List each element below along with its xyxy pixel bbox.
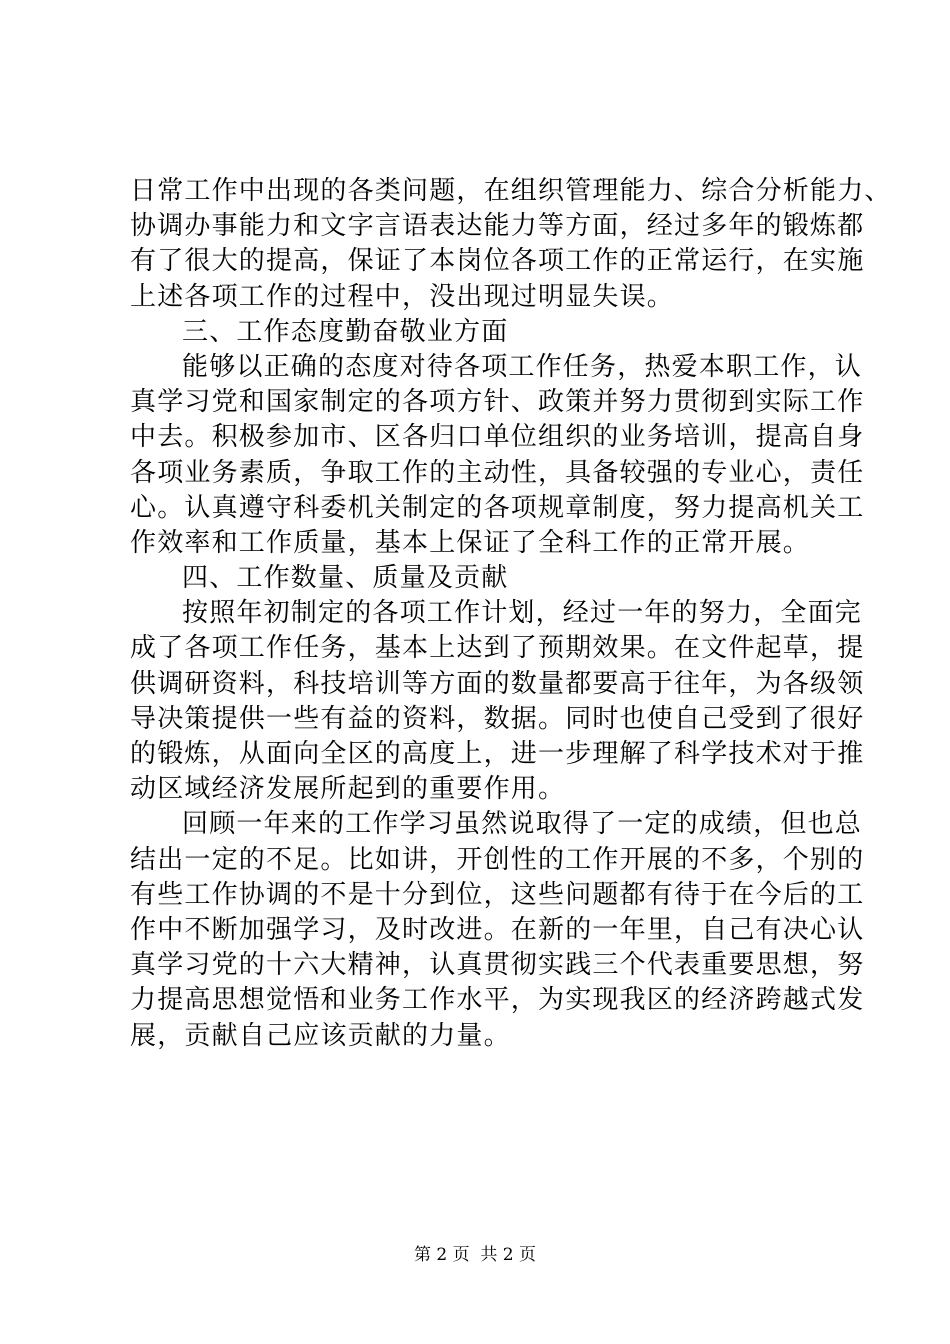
text-line: 成了各项工作任务，基本上达到了预期效果。在文件起草，提 bbox=[130, 633, 865, 664]
text-line: 作效率和工作质量，基本上保证了全科工作的正常开展。 bbox=[130, 527, 811, 558]
text-line: 力提高思想觉悟和业务工作水平，为实现我区的经济跨越式发 bbox=[130, 985, 865, 1016]
text-line: 展，贡献自己应该贡献的力量。 bbox=[130, 1020, 511, 1051]
text-line: 中去。积极参加市、区各归口单位组织的业务培训，提高自身 bbox=[130, 422, 865, 453]
text-line: 作中不断加强学习，及时改进。在新的一年里，自己有决心认 bbox=[130, 914, 865, 945]
text-line: 供调研资料，科技培训等方面的数量都要高于往年，为各级领 bbox=[130, 668, 865, 699]
text-line: 协调办事能力和文字言语表达能力等方面，经过多年的锻炼都 bbox=[130, 211, 865, 242]
text-line: 日常工作中出现的各类问题，在组织管理能力、综合分析能力、 bbox=[130, 176, 892, 206]
text-line: 各项业务素质，争取工作的主动性，具备较强的专业心，责任 bbox=[130, 457, 865, 488]
text-line: 真学习党的十六大精神，认真贯彻实践三个代表重要思想，努 bbox=[130, 950, 865, 981]
text-line: 四、工作数量、质量及贡献 bbox=[182, 563, 509, 594]
text-line: 真学习党和国家制定的各项方针、政策并努力贯彻到实际工作 bbox=[130, 387, 865, 418]
text-line: 按照年初制定的各项工作计划，经过一年的努力，全面完 bbox=[182, 598, 863, 629]
text-line: 三、工作态度勤奋敬业方面 bbox=[182, 316, 509, 347]
text-line: 结出一定的不足。比如讲，开创性的工作开展的不多，个别的 bbox=[130, 844, 865, 875]
text-line: 回顾一年来的工作学习虽然说取得了一定的成绩，但也总 bbox=[182, 809, 863, 840]
text-line: 动区域经济发展所起到的重要作用。 bbox=[130, 774, 566, 805]
page-footer bbox=[0, 1244, 950, 1266]
text-line: 有些工作协调的不是十分到位，这些问题都有待于在今后的工 bbox=[130, 879, 865, 910]
text-line: 导决策提供一些有益的资料，数据。同时也使自己受到了很好 bbox=[130, 703, 865, 734]
document-body bbox=[130, 174, 892, 1054]
text-line: 上述各项工作的过程中，没出现过明显失误。 bbox=[130, 281, 675, 312]
text-line: 心。认真遵守科委机关制定的各项规章制度，努力提高机关工 bbox=[130, 492, 865, 523]
text-line: 有了很大的提高，保证了本岗位各项工作的正常运行，在实施 bbox=[130, 246, 865, 277]
page-number-label: 第 2 页 共 2 页 bbox=[413, 1245, 537, 1265]
text-line: 能够以正确的态度对待各项工作任务，热爱本职工作，认 bbox=[182, 351, 863, 382]
text-line: 的锻炼，从面向全区的高度上，进一步理解了科学技术对于推 bbox=[130, 739, 865, 769]
